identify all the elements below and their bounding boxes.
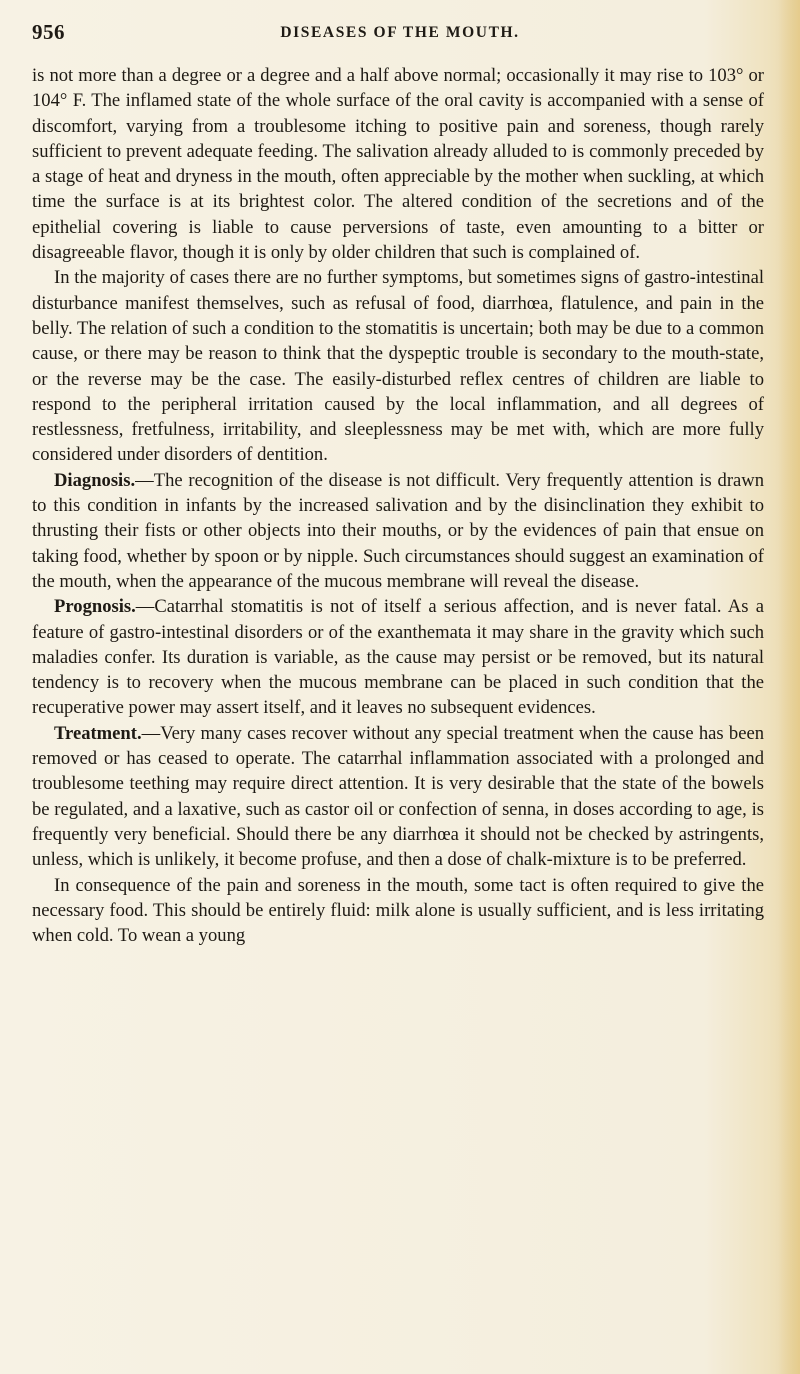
page-edge-shading xyxy=(778,0,800,1374)
page-number: 956 xyxy=(32,20,65,44)
paragraph-continued xyxy=(32,63,764,265)
paragraph-text: In the majority of cases there are no further symptoms, but sometimes signs of gastro-intestinal disturbance manifest themselves, such as refusal of food, diarrhœa, flatulence, and pain in the belly. The relation of such a condition to the stomatitis is uncertain; both may be due to a common cause, or there may be reason to think that the dyspeptic trouble is secondary to the mouth-state, or the reverse may be the case. The easily-disturbed reflex centres of children are liable to respond to the peripheral irritation caused by the local inflammation, and all degrees of restlessness, fretfulness, irritability, and sleeplessness may be met with, which are more fully considered under disorders of dentition. xyxy=(32,267,764,466)
paragraph-diagnosis xyxy=(32,468,764,594)
paragraph-treatment xyxy=(32,721,764,873)
paragraph-text: —The recognition of the disease is not difficult. Very frequently attention is drawn to this condition in infants by the increased salivation and by the disinclination they exhibit to thrusting their fists or other objects into their mouths, or by the evidences of pain that ensue on taking food, whether by spoon or by nipple. Such circumstances should suggest an examination of the mouth, when the appearance of the mucous membrane will reveal the disease. xyxy=(32,469,764,592)
paragraph-feeding xyxy=(32,873,764,949)
section-heading-treatment: Treatment. xyxy=(54,722,142,744)
section-heading-diagnosis: Diagnosis. xyxy=(54,469,136,491)
paragraph-text: —Catarrhal stomatitis is not of itself a serious affection, and is never fatal. As a feature of gastro-intestinal disorders or of the exanthemata it may share in the gravity which such maladies confer. Its duration is variable, as the cause may persist or be removed, but its natural tendency is to recovery when the mucous membrane can be placed in such condition that the recuperative power may assert itself, and it leaves no subsequent evidences. xyxy=(32,596,764,719)
paragraph-text: —Very many cases recover without any special treatment when the cause has been removed or has ceased to operate. The catarrhal inflammation associated with a prolonged and troublesome teething may require direct attention. It is very desirable that the state of the bowels be regulated, and a laxative, such as castor oil or confection of senna, in doses according to age, is frequently very beneficial. Should there be any diarrhœa it should not be checked by astringents, unless, which is unlikely, it become profuse, and then a dose of chalk-mixture is to be preferred. xyxy=(32,722,764,871)
paragraph-prognosis xyxy=(32,594,764,720)
section-heading-prognosis: Prognosis. xyxy=(54,596,136,618)
body-text xyxy=(32,63,764,948)
paragraph-symptoms xyxy=(32,265,764,467)
paragraph-text: In consequence of the pain and soreness in the mouth, some tact is often required to give the necessary food. This should be entirely fluid: milk alone is usually sufficient, and is less irritating when cold. To wean a young xyxy=(32,874,764,947)
paragraph-text: is not more than a degree or a degree and a half above normal; occasionally it may rise to 103° or 104° F. The inflamed state of the whole surface of the oral cavity is accompanied with a sense of discomfort, varying from a troublesome itching to positive pain and soreness, though rarely sufficient to prevent adequate feeding. The salivation already alluded to is commonly preceded by a stage of heat and dryness in the mouth, often appreciable by the mother when suckling, at which time the surface is at its brightest color. The altered condition of the secretions and of the epithelial covering is liable to cause perversions of taste, even amounting to a bitter or disagreeable flavor, though it is only by older children that such is complained of. xyxy=(32,65,764,264)
running-head: DISEASES OF THE MOUTH. xyxy=(280,24,520,41)
page-header xyxy=(30,20,770,48)
